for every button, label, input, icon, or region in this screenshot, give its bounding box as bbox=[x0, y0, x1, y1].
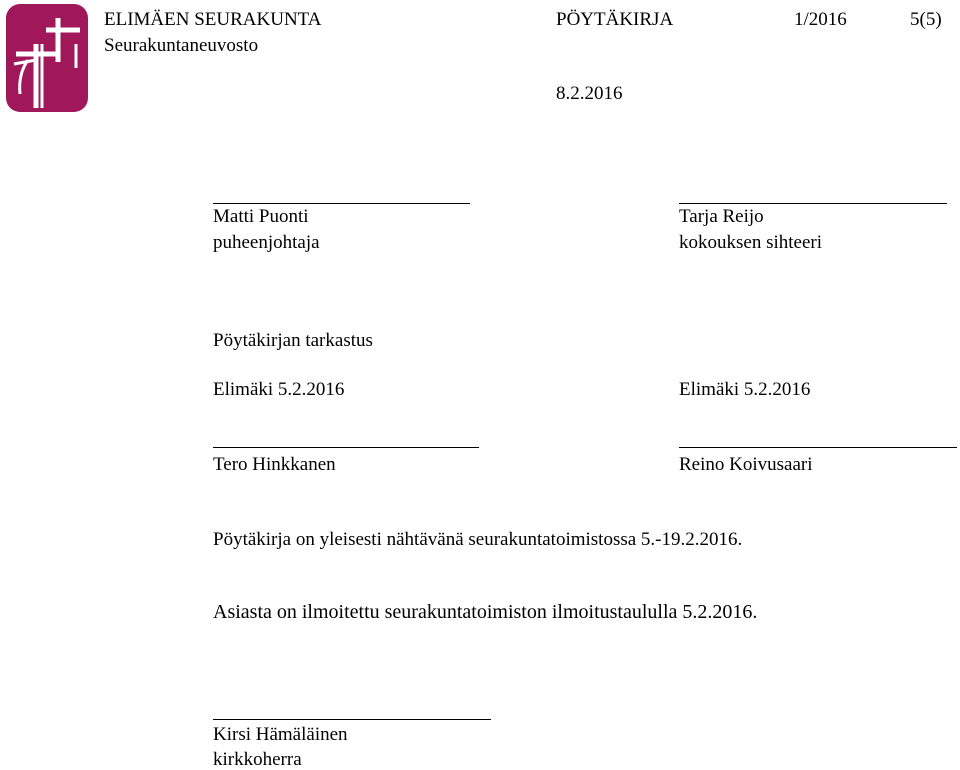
page-number: 5(5) bbox=[910, 9, 942, 30]
review-heading: Pöytäkirjan tarkastus bbox=[213, 330, 373, 351]
chair-role: puheenjohtaja bbox=[213, 232, 320, 253]
secretary-name: Tarja Reijo bbox=[679, 206, 764, 227]
signature-line-vicar bbox=[213, 719, 491, 720]
reviewer-left-name: Tero Hinkkanen bbox=[213, 454, 336, 475]
meeting-date: 8.2.2016 bbox=[556, 83, 623, 104]
church-cross-logo bbox=[6, 4, 88, 112]
reviewer-right-name: Reino Koivusaari bbox=[679, 454, 813, 475]
organization-name: ELIMÄEN SEURAKUNTA bbox=[104, 9, 322, 30]
organization-body: Seurakuntaneuvosto bbox=[104, 35, 259, 56]
signature-line-secretary bbox=[679, 203, 947, 204]
document-type: PÖYTÄKIRJA bbox=[556, 9, 674, 30]
secretary-role: kokouksen sihteeri bbox=[679, 232, 823, 253]
chair-name: Matti Puonti bbox=[213, 206, 309, 227]
signature-line-reviewer-right bbox=[679, 447, 957, 448]
vicar-name: Kirsi Hämäläinen bbox=[213, 724, 348, 745]
announcement-notice: Asiasta on ilmoitettu seurakuntatoimiston ilmoitustaululla 5.2.2016. bbox=[213, 601, 758, 623]
review-right-place-date: Elimäki 5.2.2016 bbox=[679, 379, 811, 400]
signature-line-chair bbox=[213, 203, 470, 204]
document-number: 1/2016 bbox=[794, 9, 847, 30]
public-display-notice: Pöytäkirja on yleisesti nähtävänä seurakuntatoimistossa 5.-19.2.2016. bbox=[213, 529, 743, 550]
vicar-role: kirkkoherra bbox=[213, 749, 302, 770]
review-left-place-date: Elimäki 5.2.2016 bbox=[213, 379, 345, 400]
signature-line-reviewer-left bbox=[213, 447, 479, 448]
